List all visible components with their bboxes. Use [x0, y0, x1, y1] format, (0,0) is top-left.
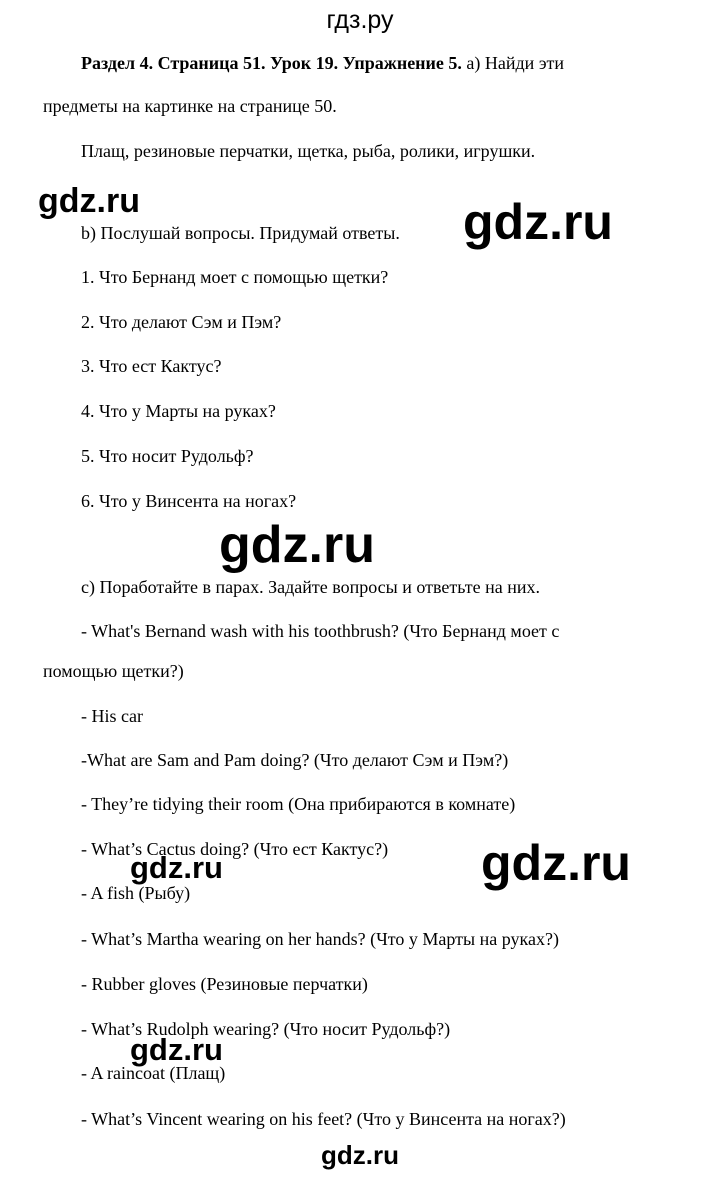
- exercise-heading-bold: Раздел 4. Страница 51. Урок 19. Упражнение 5.: [81, 53, 462, 73]
- dialogue-line-8: - What’s Martha wearing on her hands? (Что у Марты на руках?): [81, 929, 559, 949]
- dialogue-line-6: - What’s Cactus doing? (Что ест Кактус?): [81, 839, 389, 859]
- items-list: Плащ, резиновые перчатки, щетка, рыба, ролики, игрушки.: [81, 141, 536, 161]
- dialogue-line-3: - His car: [81, 706, 143, 726]
- part-b-title: b) Послушай вопросы. Придумай ответы.: [81, 223, 400, 243]
- dialogue-line-7: - A fish (Рыбу): [81, 883, 191, 903]
- question-1: 1. Что Бернанд моет с помощью щетки?: [81, 267, 389, 287]
- dialogue-line-5: - They’re tidying their room (Она прибираются в комнате): [81, 794, 516, 814]
- question-2: 2. Что делают Сэм и Пэм?: [81, 312, 282, 332]
- watermark-logo: gdz.ru: [481, 835, 631, 891]
- dialogue-line-4: -What are Sam and Pam doing? (Что делают Сэм и Пэм?): [81, 750, 509, 770]
- dialogue-line-12: - What’s Vincent wearing on his feet? (Что у Винсента на ногах?): [81, 1109, 566, 1129]
- dialogue-line-2: помощью щетки?): [43, 661, 184, 681]
- question-3: 3. Что ест Кактус?: [81, 356, 222, 376]
- dialogue-line-1: - What's Bernand wash with his toothbrush? (Что Бернанд моет с: [81, 621, 560, 641]
- exercise-heading-continuation: предметы на картинке на странице 50.: [43, 96, 337, 116]
- watermark-logo: gdz.ru: [219, 516, 375, 574]
- dialogue-line-10: - What’s Rudolph wearing? (Что носит Рудольф?): [81, 1019, 451, 1039]
- dialogue-line-9: - Rubber gloves (Резиновые перчатки): [81, 974, 368, 994]
- dialogue-line-11: - A raincoat (Плащ): [81, 1063, 226, 1083]
- exercise-heading: [81, 52, 564, 74]
- watermark-logo: gdz.ru: [130, 850, 223, 885]
- question-4: 4. Что у Марты на руках?: [81, 401, 276, 421]
- question-6: 6. Что у Винсента на ногах?: [81, 491, 297, 511]
- watermark-logo: gdz.ru: [130, 1032, 223, 1067]
- site-header-title: гдз.ру: [326, 6, 394, 34]
- watermark-logo: gdz.ru: [38, 182, 140, 220]
- site-footer-url: gdz.ru: [321, 1140, 399, 1170]
- part-c-title: с) Поработайте в парах. Задайте вопросы и ответьте на них.: [81, 577, 541, 597]
- question-5: 5. Что носит Рудольф?: [81, 446, 254, 466]
- exercise-heading-rest: а) Найди эти: [461, 53, 565, 73]
- watermark-logo: gdz.ru: [463, 194, 613, 250]
